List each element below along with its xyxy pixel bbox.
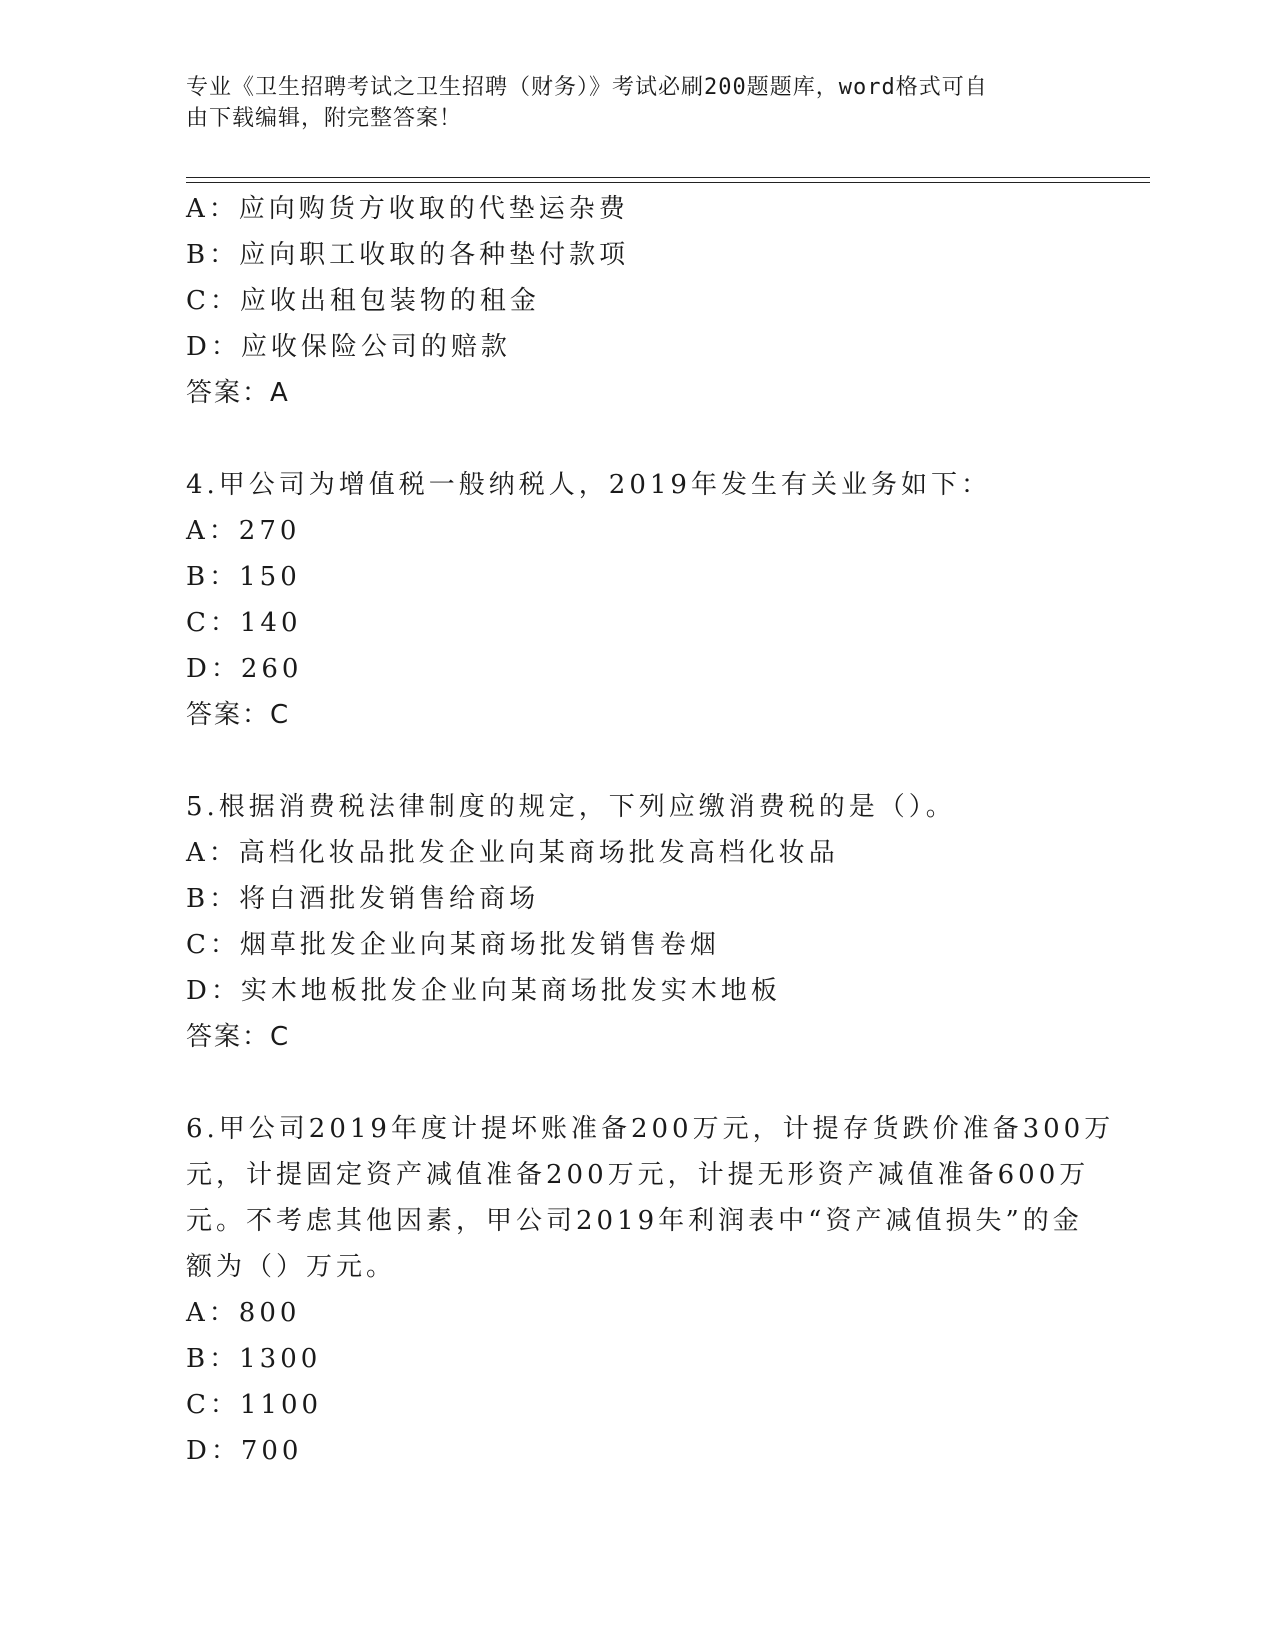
question-5 — [186, 784, 1086, 1060]
option-a: A：270 — [186, 516, 301, 546]
option-d: D：应收保险公司的赔款 — [186, 332, 511, 362]
question-4 — [186, 462, 1086, 738]
option-b: B：将白酒批发销售给商场 — [186, 884, 540, 914]
question-stem: 4.甲公司为增值税一般纳税人，2019年发生有关业务如下： — [186, 470, 991, 500]
option-a: A：高档化妆品批发企业向某商场批发高档化妆品 — [186, 838, 839, 868]
option-c: C：应收出租包装物的租金 — [186, 286, 540, 316]
option-c: C：1100 — [186, 1390, 323, 1420]
header-line-2: 由下载编辑，附完整答案！ — [186, 106, 463, 131]
option-a: A：应向购货方收取的代垫运杂费 — [186, 194, 629, 224]
question-stem-line-3: 元。不考虑其他因素，甲公司2019年利润表中“资产减值损失”的金 — [186, 1206, 1083, 1236]
question-content — [186, 186, 1115, 1474]
question-3 — [186, 186, 1086, 416]
question-stem: 5.根据消费税法律制度的规定，下列应缴消费税的是（）。 — [186, 792, 956, 822]
header-divider-bottom — [186, 182, 1150, 183]
option-b: B：1300 — [186, 1344, 322, 1374]
header-line-1: 专业《卫生招聘考试之卫生招聘（财务）》考试必刷200题题库，word格式可自 — [186, 75, 988, 100]
answer-line: 答案：C — [186, 700, 291, 730]
answer-line: 答案：A — [186, 378, 290, 408]
question-stem-line-1: 6.甲公司2019年度计提坏账准备200万元，计提存货跌价准备300万 — [186, 1114, 1115, 1144]
answer-line: 答案：C — [186, 1022, 291, 1052]
option-d: D：实木地板批发企业向某商场批发实木地板 — [186, 976, 781, 1006]
option-a: A：800 — [186, 1298, 301, 1328]
option-c: C：140 — [186, 608, 302, 638]
question-stem-line-2: 元，计提固定资产减值准备200万元，计提无形资产减值准备600万 — [186, 1160, 1090, 1190]
header-divider-top — [186, 177, 1150, 178]
question-stem-line-4: 额为（）万元。 — [186, 1252, 397, 1282]
option-d: D：700 — [186, 1436, 303, 1466]
option-d: D：260 — [186, 654, 303, 684]
option-b: B：150 — [186, 562, 301, 592]
document-header — [186, 72, 1066, 134]
option-b: B：应向职工收取的各种垫付款项 — [186, 240, 630, 270]
option-c: C：烟草批发企业向某商场批发销售卷烟 — [186, 930, 720, 960]
question-6 — [186, 1106, 1115, 1474]
